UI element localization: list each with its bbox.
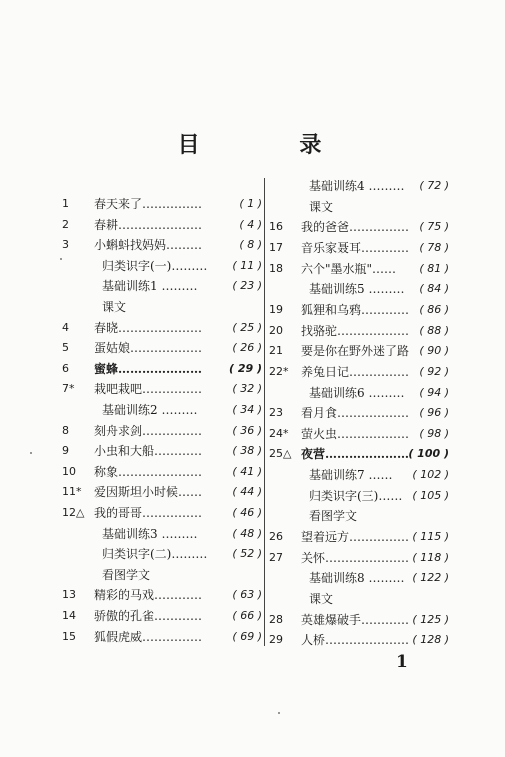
toc-entry-page: ( 44 ) (232, 485, 262, 499)
toc-entry-title: 蜜蜂………………… (94, 361, 203, 376)
toc-entry-page: ( 29 ) (228, 361, 262, 375)
toc-entry-title: 春晓………………… (94, 320, 203, 335)
toc-entry-page: ( 115 ) (412, 530, 449, 544)
scan-speck (30, 452, 32, 454)
toc-entry-page: ( 90 ) (419, 344, 449, 358)
page-number: 1 (396, 652, 408, 672)
toc-entry-title: 小蝌蚪找妈妈……… (94, 238, 203, 253)
toc-entry (62, 482, 262, 502)
toc-entry-title: 看图学文 (102, 567, 151, 582)
toc-entry-title: 英雄爆破手………… (301, 612, 410, 627)
toc-entry (62, 524, 262, 544)
toc-entry (269, 383, 449, 403)
toc-entry (62, 544, 262, 564)
toc-entry-title: 找骆驼……………… (301, 323, 410, 338)
page-title: 目 录 (177, 132, 368, 158)
toc-entry-number: 14 (62, 609, 76, 622)
toc-entry-page: ( 102 ) (412, 468, 449, 482)
toc-entry-title: 萤火虫……………… (301, 426, 410, 441)
toc-entry-title: 夜营………………… (301, 447, 410, 462)
toc-entry (62, 421, 262, 441)
toc-entry-title: 春天来了…………… (94, 197, 203, 211)
toc-entry-title: 归类识字(一)……… (102, 258, 208, 273)
toc-entry (269, 300, 449, 320)
toc-entry-page: ( 88 ) (419, 323, 449, 337)
toc-entry (269, 197, 449, 217)
toc-entry-title: 称象………………… (94, 464, 203, 479)
toc-entry (269, 362, 449, 382)
column-divider (264, 178, 265, 646)
toc-entry-page: ( 100 ) (408, 447, 449, 461)
toc-entry-title: 课文 (309, 592, 334, 606)
toc-entry-page: ( 11 ) (232, 258, 262, 272)
toc-entry-page: ( 69 ) (232, 629, 262, 643)
toc-entry (62, 297, 262, 317)
toc-entry-title: 小虫和大船………… (94, 444, 203, 459)
toc-entry-page: ( 75 ) (419, 220, 449, 234)
toc-entry (269, 589, 449, 609)
toc-entry (62, 441, 262, 461)
toc-entry-page: ( 25 ) (232, 320, 262, 334)
toc-entry-number: 20 (269, 323, 283, 337)
toc-entry (62, 359, 262, 379)
toc-entry-number: 2 (62, 217, 69, 231)
toc-entry-title: 归类识字(二)……… (102, 547, 208, 562)
toc-entry-page: ( 26 ) (232, 341, 262, 355)
toc-entry-number: 29 (269, 633, 283, 647)
toc-entry-title: 基础训练2 ……… (102, 403, 198, 417)
toc-entry-page: ( 38 ) (232, 444, 262, 458)
toc-entry-page: ( 96 ) (419, 406, 449, 420)
toc-entry-page: ( 84 ) (419, 282, 449, 296)
toc-entry-number: 11* (62, 485, 82, 499)
toc-entry-number: 28 (269, 612, 283, 626)
toc-entry-title: 我的哥哥…………… (94, 506, 203, 520)
toc-entry-page: ( 32 ) (232, 382, 262, 396)
toc-entry-title: 归类识字(三)…… (309, 488, 403, 503)
toc-entry-number: 16 (269, 220, 283, 234)
toc-entry-title: 人桥………………… (301, 633, 410, 648)
toc-entry (62, 276, 262, 296)
toc-entry (269, 610, 449, 630)
toc-entry-title: 课文 (309, 199, 334, 214)
toc-entry (269, 176, 449, 196)
toc-entry-page: ( 34 ) (232, 403, 262, 416)
toc-entry-number: 15 (62, 629, 76, 643)
toc-entry-page: ( 52 ) (232, 547, 262, 561)
toc-entry-number: 26 (269, 530, 283, 544)
toc-entry-number: 6 (62, 361, 69, 375)
toc-entry-number: 23 (269, 406, 283, 420)
toc-entry-page: ( 118 ) (412, 550, 449, 564)
toc-entry (269, 238, 449, 258)
toc-entry-number: 3 (62, 238, 69, 252)
toc-entry-page: ( 23 ) (232, 279, 262, 293)
toc-entry-page: ( 4 ) (239, 217, 262, 231)
toc-entry-title: 音乐家聂耳………… (301, 240, 410, 255)
toc-entry-page: ( 78 ) (419, 240, 449, 254)
toc-entry-number: 9 (62, 444, 69, 458)
toc-entry-number: 10 (62, 464, 76, 478)
toc-entry-title: 要是你在野外迷了路 (301, 344, 410, 359)
toc-entry-page: ( 122 ) (412, 571, 449, 585)
toc-entry-number: 19 (269, 302, 283, 316)
toc-entry (269, 217, 449, 237)
toc-entry (62, 215, 262, 235)
toc-entry-page: ( 98 ) (419, 426, 449, 440)
toc-entry (269, 506, 449, 526)
toc-entry-title: 我的爸爸…………… (301, 220, 410, 235)
toc-entry (269, 403, 449, 423)
toc-entry (269, 486, 449, 506)
toc-entry (62, 338, 262, 358)
toc-entry (62, 462, 262, 482)
toc-entry-title: 基础训练4 ……… (309, 179, 405, 193)
toc-entry (62, 318, 262, 338)
toc-entry-title: 看图学文 (309, 509, 358, 524)
toc-entry-title: 精彩的马戏………… (94, 588, 203, 603)
toc-entry (62, 235, 262, 255)
toc-entry (62, 379, 262, 399)
toc-entry-title: 望着远方…………… (301, 530, 410, 545)
toc-entry-title: 基础训练1 ……… (102, 279, 198, 294)
toc-entry-page: ( 36 ) (232, 423, 262, 437)
toc-entry (269, 548, 449, 568)
toc-entry-page: ( 48 ) (232, 526, 262, 540)
toc-entry-title: 课文 (102, 300, 127, 314)
scan-speck (278, 712, 280, 714)
toc-entry (62, 194, 262, 214)
toc-entry-number: 17 (269, 240, 283, 254)
toc-entry-title: 爱因斯坦小时候…… (94, 485, 203, 500)
toc-entry-number: 5 (62, 341, 69, 355)
toc-entry-title: 狐狸和乌鸦………… (301, 302, 410, 317)
toc-entry-number: 12△ (62, 506, 85, 519)
scan-speck (60, 258, 62, 260)
toc-entry-page: ( 125 ) (412, 612, 449, 626)
toc-entry-page: ( 8 ) (239, 238, 262, 252)
toc-entry-number: 27 (269, 550, 283, 564)
toc-entry (269, 279, 449, 299)
toc-entry-title: 基础训练3 ……… (102, 526, 198, 541)
toc-entry-title: 春耕………………… (94, 217, 203, 232)
toc-entry-title: 养兔日记…………… (301, 364, 410, 379)
toc-entry-title: 基础训练8 ……… (309, 571, 405, 586)
toc-entry (62, 606, 262, 626)
toc-entry-title: 栽吧栽吧…………… (94, 382, 203, 397)
toc-entry-title: 刻舟求剑…………… (94, 423, 203, 438)
toc-entry (269, 465, 449, 485)
toc-entry-page: ( 94 ) (419, 385, 449, 399)
toc-entry (269, 444, 449, 464)
toc-entry-number: 7* (62, 382, 75, 396)
toc-entry (62, 585, 262, 605)
toc-entry-number: 18 (269, 261, 283, 275)
toc-entry-page: ( 72 ) (419, 179, 449, 192)
toc-entry-title: 基础训练7 …… (309, 468, 393, 483)
toc-entry-page: ( 128 ) (412, 633, 449, 647)
toc-entry (269, 527, 449, 547)
toc-entry (269, 259, 449, 279)
toc-entry-number: 1 (62, 197, 69, 210)
toc-entry-number: 24* (269, 426, 289, 440)
toc-entry-title: 关怀………………… (301, 550, 410, 565)
toc-entry (269, 630, 449, 650)
toc-entry (269, 341, 449, 361)
toc-entry (269, 568, 449, 588)
toc-entry-number: 4 (62, 320, 69, 334)
toc-entry-number: 22* (269, 364, 289, 378)
toc-entry-page: ( 105 ) (412, 488, 449, 502)
toc-entry-title: 基础训练5 ……… (309, 282, 405, 297)
toc-entry-number: 25△ (269, 447, 292, 461)
toc-entry-title: 狐假虎威…………… (94, 629, 203, 644)
toc-entry-number: 13 (62, 588, 76, 602)
toc-entry-number: 21 (269, 344, 283, 358)
toc-entry (269, 424, 449, 444)
toc-entry-title: 蛋姑娘……………… (94, 341, 203, 356)
toc-entry-page: ( 63 ) (232, 588, 262, 602)
toc-entry (62, 400, 262, 420)
toc-entry-title: 六个"墨水瓶"…… (301, 261, 397, 276)
toc-entry (269, 321, 449, 341)
toc-entry-page: ( 81 ) (419, 261, 449, 275)
toc-entry-title: 基础训练6 ……… (309, 385, 405, 400)
toc-entry (62, 503, 262, 523)
toc-entry-title: 看月食……………… (301, 406, 410, 421)
toc-entry-page: ( 46 ) (232, 506, 262, 519)
toc-entry (62, 627, 262, 647)
toc-entry-page: ( 92 ) (419, 364, 449, 378)
toc-entry-page: ( 1 ) (239, 197, 262, 210)
toc-entry-page: ( 66 ) (232, 609, 262, 622)
toc-entry-number: 8 (62, 423, 69, 437)
toc-entry-page: ( 86 ) (419, 302, 449, 316)
toc-entry-title: 骄傲的孔雀………… (94, 609, 203, 623)
toc-entry (62, 256, 262, 276)
toc-entry-page: ( 41 ) (232, 464, 262, 478)
toc-entry (62, 565, 262, 585)
